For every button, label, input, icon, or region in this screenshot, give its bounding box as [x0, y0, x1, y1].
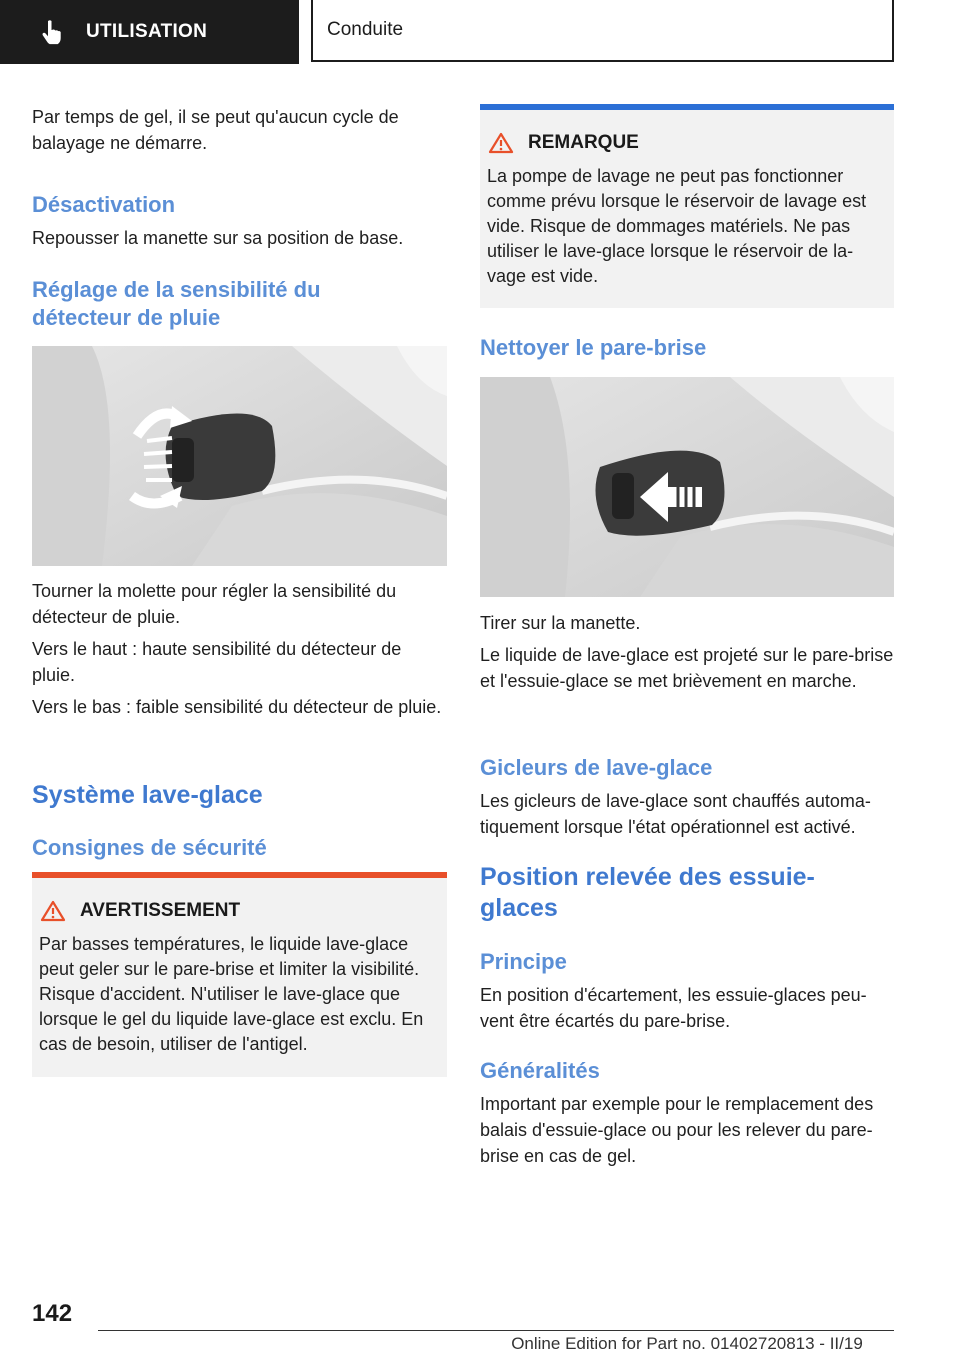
clean-paragraph-1: Tirer sur la manette.: [480, 613, 641, 633]
warning-bar: [32, 872, 447, 878]
hand-pointer-icon: [38, 18, 66, 46]
general-heading: Généralités: [480, 1058, 600, 1083]
principle-heading: Principe: [480, 949, 567, 974]
note-text: La pompe de lavage ne peut pas fonctionner comme prévu lorsque le réservoir de lavage est vide. Risque de dommages matériels. Ne pas utiliser le lave-glace lorsque le réservoir de la-vage est vide.: [487, 166, 867, 286]
warning-triangle-icon: [40, 900, 66, 922]
note-bar: [480, 104, 894, 110]
clean-paragraph-2: Le liquide de lave-glace est projeté sur le pare-brise et l'essuie-glace se met brièvement en marche.: [480, 645, 894, 691]
principle-paragraph: En position d'écartement, les essuie-glaces peu-vent être écartés du pare-brise.: [480, 985, 867, 1031]
raised-position-heading: Position relevée des essuie-glaces: [480, 863, 815, 922]
page-number: 142: [32, 1300, 73, 1327]
edition-info: Online Edition for Part no. 01402720813 - II/19: [511, 1334, 863, 1353]
washer-heading: Système lave-glace: [32, 781, 263, 809]
safety-heading: Consignes de sécurité: [32, 835, 267, 860]
sensitivity-heading: Réglage de la sensibilité du détecteur de pluie: [32, 277, 321, 330]
sensitivity-paragraph-2: Vers le haut : haute sensibilité du détecteur de pluie.: [32, 639, 402, 685]
rain-sensor-photo: [32, 346, 447, 566]
header-chapter-title: Conduite: [327, 19, 404, 40]
general-paragraph: Important par exemple pour le remplacement des balais d'essuie-glace ou pour les relever du pare-brise en cas de gel.: [480, 1094, 874, 1166]
sensitivity-paragraph-3: Vers le bas : faible sensibilité du détecteur de pluie.: [32, 697, 442, 717]
warning-box: [32, 872, 447, 1077]
jets-heading: Gicleurs de lave-glace: [480, 755, 713, 780]
warning-triangle-icon: [488, 132, 514, 154]
header-section-tab: [0, 0, 299, 64]
clean-windshield-heading: Nettoyer le pare-brise: [480, 335, 707, 360]
warning-label: AVERTISSEMENT: [80, 900, 241, 921]
sensitivity-paragraph-1: Tourner la molette pour régler la sensibilité du détecteur de pluie.: [32, 581, 397, 627]
header-section-title: UTILISATION: [86, 21, 208, 42]
intro-paragraph: Par temps de gel, il se peut qu'aucun cycle de balayage ne démarre.: [32, 107, 399, 153]
note-box: [480, 104, 894, 308]
deactivation-heading: Désactivation: [32, 192, 176, 217]
warning-text: Par basses températures, le liquide lave-glace peut geler sur le pare-brise et limiter la visibilité. Risque d'accident. N'utiliser le lave-glace que lorsque le gel du liquide lave-glace est exclu. En cas de besoin, utiliser de l'antigel.: [39, 934, 424, 1054]
jets-paragraph: Les gicleurs de lave-glace sont chauffés automa-tiquement lorsque l'état opérationnel est activé.: [480, 791, 871, 837]
note-label: REMARQUE: [528, 132, 639, 153]
warning-title: [40, 900, 240, 922]
note-title: [488, 132, 639, 154]
footer-divider: [98, 1330, 894, 1331]
header-chapter-tab: [311, 0, 894, 62]
deactivation-paragraph: Repousser la manette sur sa position de base.: [32, 228, 404, 248]
washer-lever-photo: [480, 377, 894, 597]
